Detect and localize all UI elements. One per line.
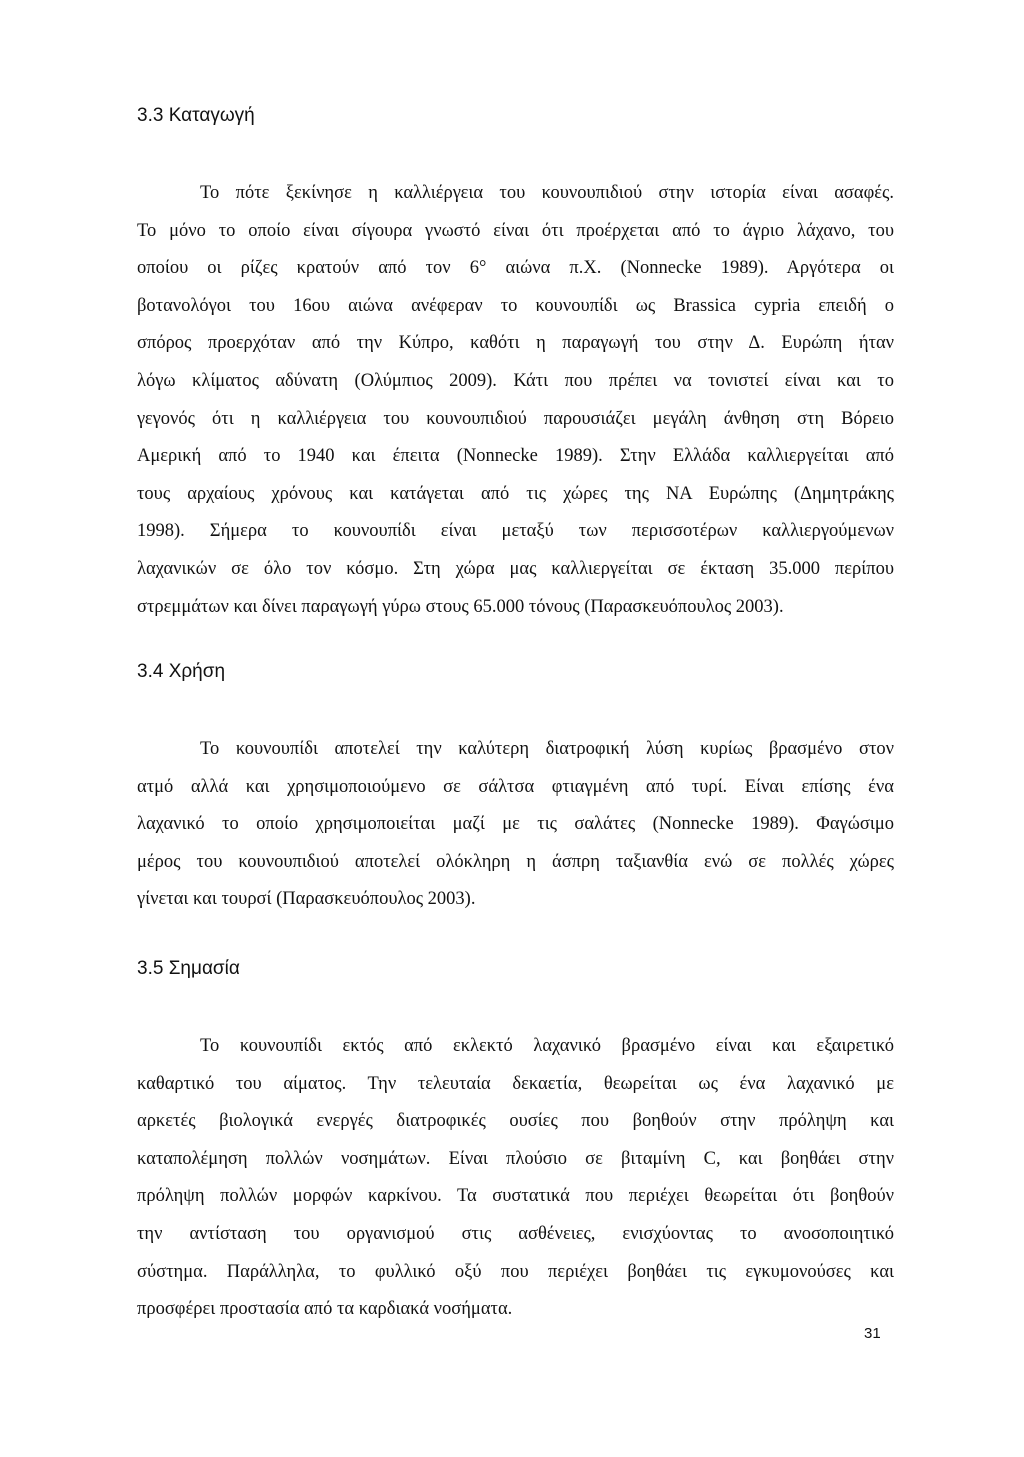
section-heading-origin: 3.3 Καταγωγή (137, 105, 255, 126)
paragraph-line: πρόληψη πολλών μορφών καρκίνου. Τα συστατικά που περιέχει θεωρείται ότι βοηθούν (137, 1186, 894, 1207)
paragraph-line: προσφέρει προστασία από τα καρδιακά νοσήματα. (137, 1299, 513, 1320)
paragraph-line: καταπολέμηση πολλών νοσημάτων. Είναι πλούσιο σε βιταμίνη C, και βοηθάει στην (137, 1148, 894, 1169)
page-number: 31 (864, 1325, 881, 1342)
paragraph-line: βοτανολόγοι του 16ου αιώνα ανέφεραν το κουνουπίδι ως Brassica cypria επειδή ο (137, 295, 894, 316)
paragraph-line: στρεμμάτων και δίνει παραγωγή γύρω στους 65.000 τόνους (Παρασκευόπουλος 2003). (137, 596, 784, 617)
paragraph-line: σπόρος προερχόταν από την Κύπρο, καθότι η παραγωγή του στην Δ. Ευρώπη ήταν (137, 333, 894, 354)
paragraph-line: την αντίσταση του οργανισμού στις ασθένειες, ενισχύοντας το ανοσοποιητικό (137, 1223, 894, 1244)
paragraph-line: λόγω κλίματος αδύνατη (Ολύμπιος 2009). Κάτι που πρέπει να τονιστεί είναι και το (137, 370, 894, 391)
paragraph-origin (137, 175, 894, 626)
paragraph-line: μέρος του κουνουπιδιού αποτελεί ολόκληρη η άσπρη ταξιανθία ενώ σε πολλές χώρες (137, 851, 894, 872)
paragraph-importance (137, 1028, 894, 1329)
paragraph-line: λαχανικών σε όλο τον κόσμο. Στη χώρα μας καλλιεργείται σε έκταση 35.000 περίπου (137, 558, 894, 579)
paragraph-line: Αμερική από το 1940 και έπειτα (Nonnecke 1989). Στην Ελλάδα καλλιεργείται από (137, 446, 894, 467)
paragraph-line: καθαρτικό του αίματος. Την τελευταία δεκαετία, θεωρείται ως ένα λαχανικό με (137, 1073, 894, 1094)
paragraph-use (137, 731, 894, 919)
paragraph-line: σύστημα. Παράλληλα, το φυλλικό οξύ που περιέχει βοηθάει τις εγκυμονούσες και (137, 1261, 894, 1282)
paragraph-line: γίνεται και τουρσί (Παρασκευόπουλος 2003). (137, 889, 476, 910)
paragraph-line: οποίου οι ρίζες κρατούν από τον 6° αιώνα π.Χ. (Nonnecke 1989). Αργότερα οι (137, 258, 894, 279)
paragraph-line: Το πότε ξεκίνησε η καλλιέργεια του κουνουπιδιού στην ιστορία είναι ασαφές. (200, 183, 894, 203)
section-heading-use: 3.4 Χρήση (137, 661, 226, 682)
section-heading-importance: 3.5 Σημασία (137, 958, 240, 979)
paragraph-line: τους αρχαίους χρόνους και κατάγεται από τις χώρες της ΝΑ Ευρώπης (Δημητράκης (137, 483, 894, 504)
paragraph-line: λαχανικό το οποίο χρησιμοποιείται μαζί με τις σαλάτες (Nonnecke 1989). Φαγώσιμο (137, 814, 894, 835)
paragraph-line: Το κουνουπίδι αποτελεί την καλύτερη διατροφική λύση κυρίως βρασμένο στον (200, 739, 894, 759)
paragraph-line: Το κουνουπίδι εκτός από εκλεκτό λαχανικό βρασμένο είναι και εξαιρετικό (200, 1036, 894, 1056)
paragraph-line: αρκετές βιολογικά ενεργές διατροφικές ουσίες που βοηθούν στην πρόληψη και (137, 1111, 894, 1132)
paragraph-line: 1998). Σήμερα το κουνουπίδι είναι μεταξύ των περισσοτέρων καλλιεργούμενων (137, 521, 894, 542)
paragraph-line: ατμό αλλά και χρησιμοποιούμενο σε σάλτσα φτιαγμένη από τυρί. Είναι επίσης ένα (137, 776, 894, 797)
paragraph-line: Το μόνο το οποίο είναι σίγουρα γνωστό είναι ότι προέρχεται από το άγριο λάχανο, του (137, 220, 894, 241)
paragraph-line: γεγονός ότι η καλλιέργεια του κουνουπιδιού παρουσιάζει μεγάλη άνθηση στη Βόρειο (137, 408, 894, 429)
